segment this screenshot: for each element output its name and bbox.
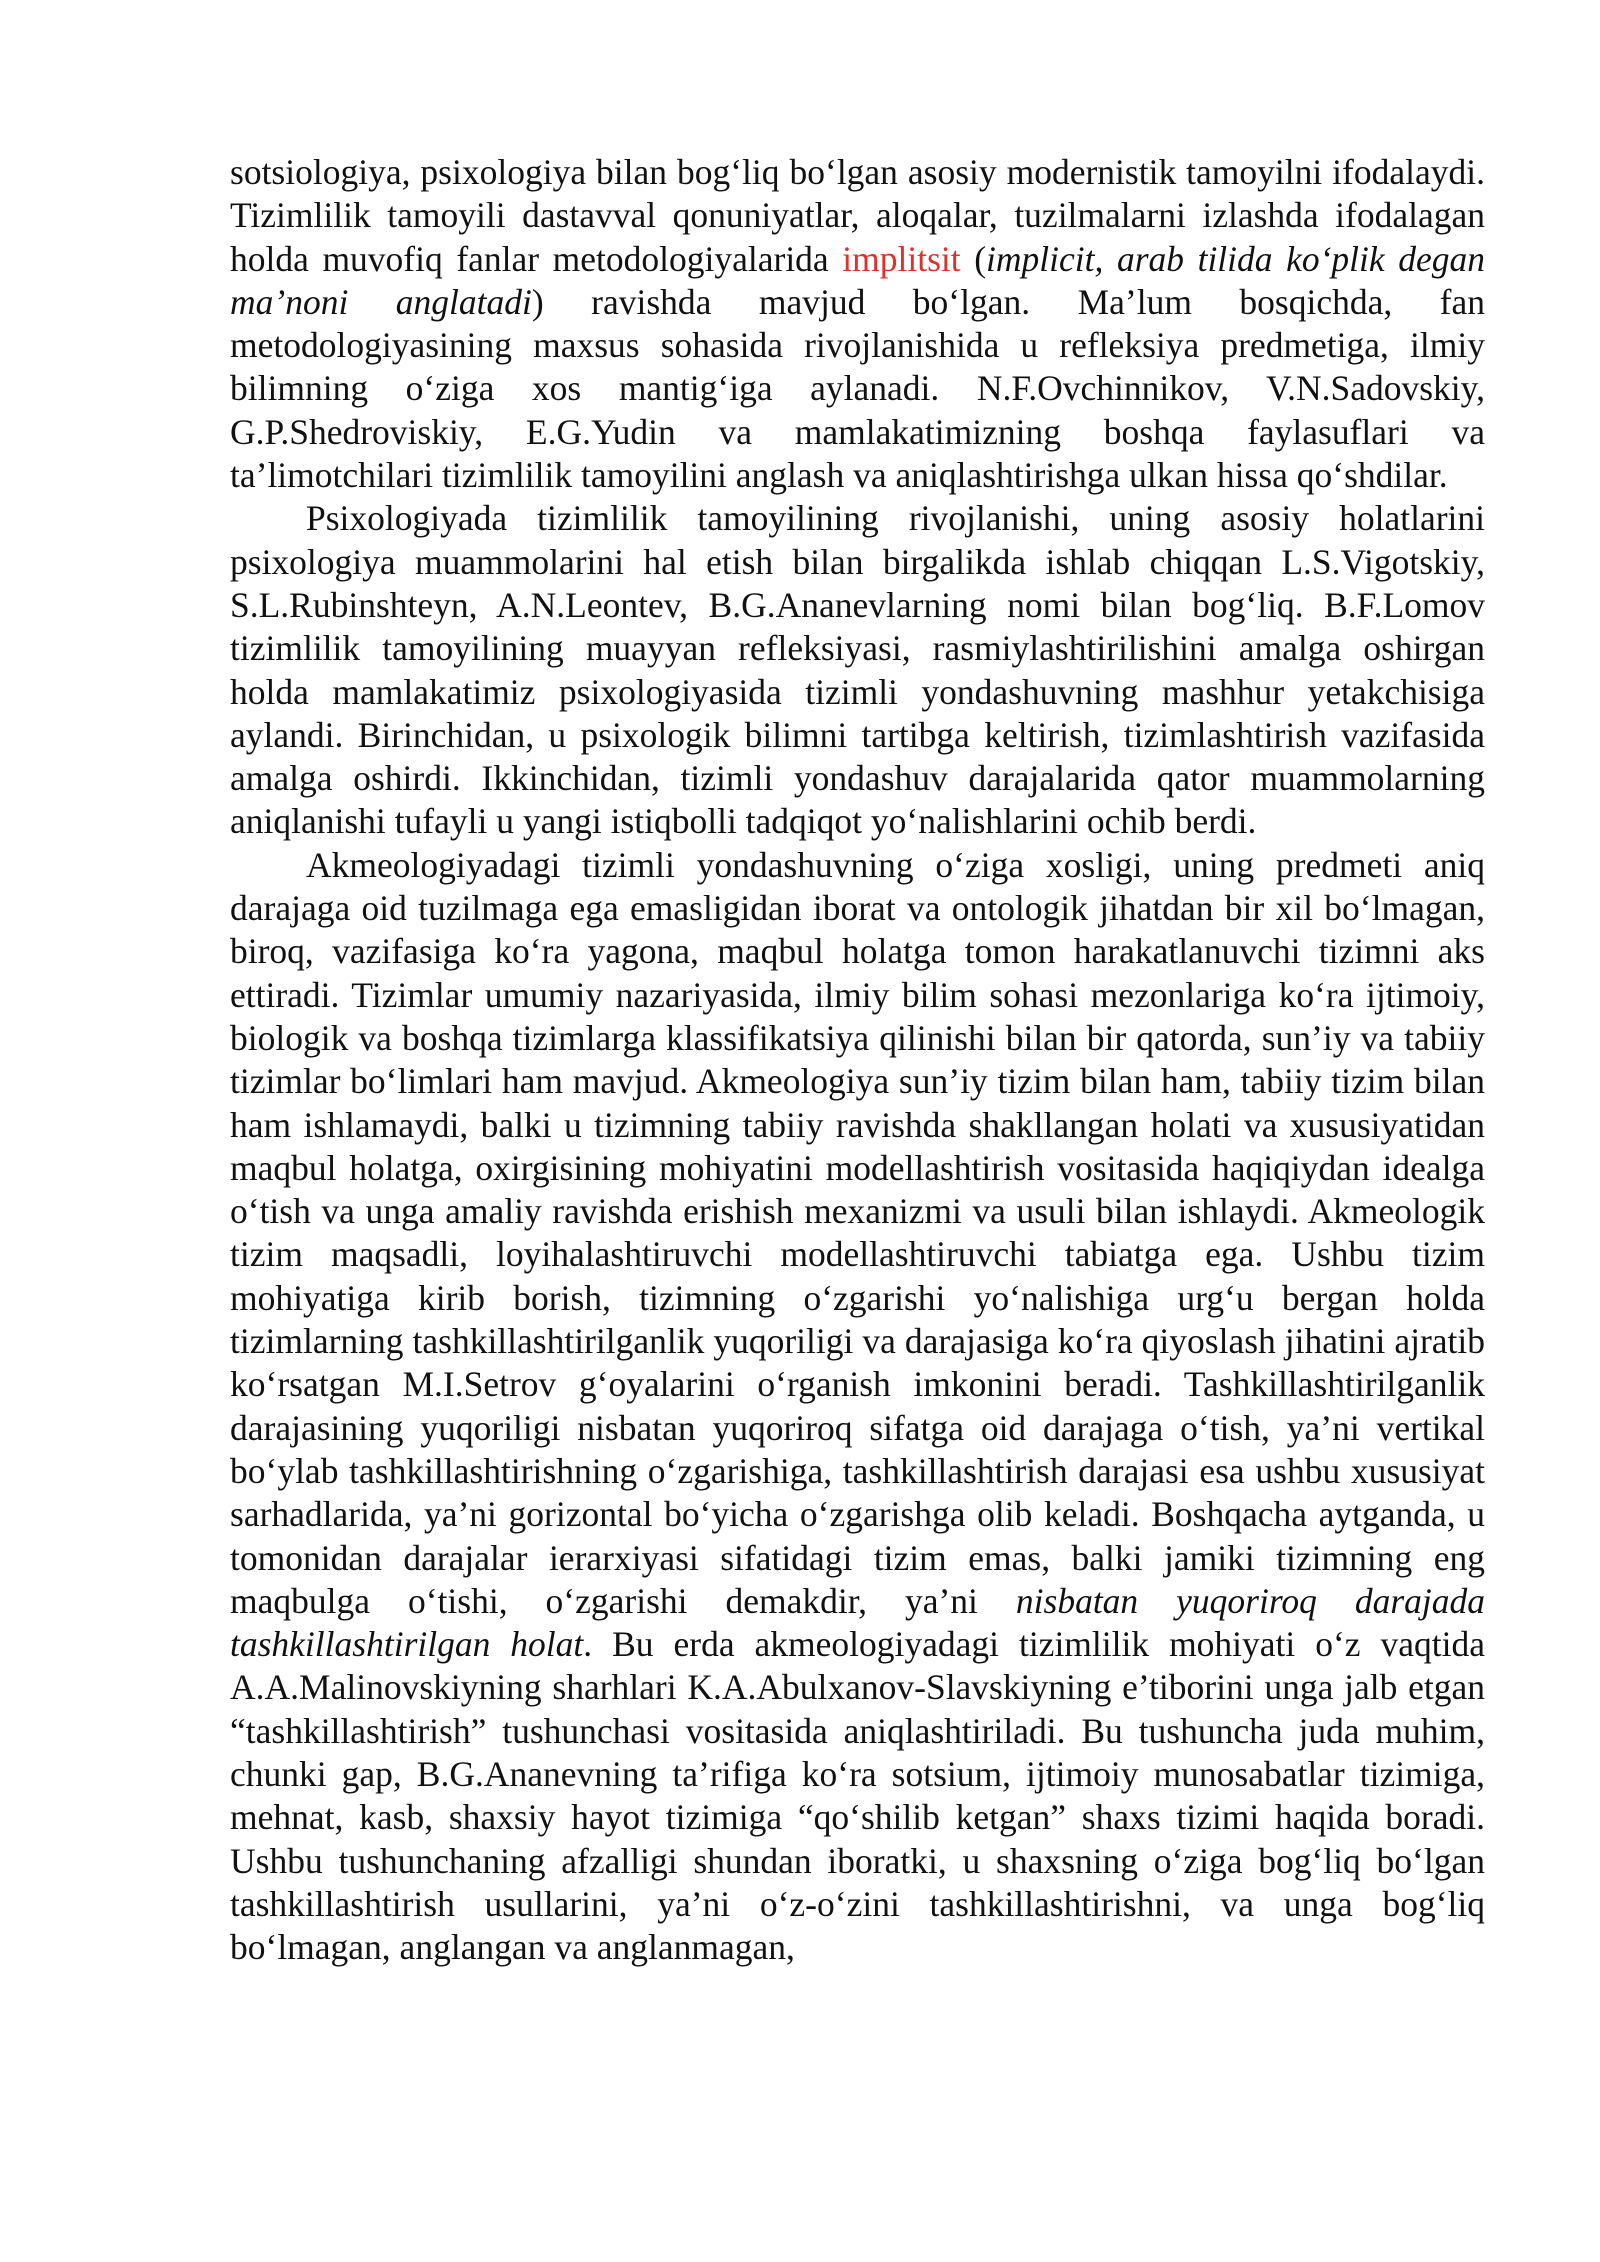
text-run: sotsiologiya, psixologiya bilan bog‘liq bo‘lgan asosiy modernistik tamoyilni ifodalaydi. Tizimlilik tamoyili dastavval qonuniyatlar, aloqalar, tuzilmalarni izlashda ifodalagan holda muvofiq fanlar metodologiyalarida [230,152,1485,279]
highlighted-term: implitsit [842,238,961,279]
text-run: ( [960,238,987,279]
paragraph [230,151,1485,497]
text-run: . Bu erda akmeologiyadagi tizimlilik mohiyati o‘z vaqtida A.A.Malinovskiyning sharhlari K.A.Abulxanov-Slavskiyning e’tiborini unga jalb etgan “tashkillashtirish” tushunchasi vositasida aniqlashtiriladi. Bu tushuncha juda muhim, chunki gap, B.G.Ananevning ta’rifiga ko‘ra sotsium, ijtimoiy munosabatlar tizimiga, mehnat, kasb, shaxsiy hayot tizimiga “qo‘shilib ketgan” shaxs tizimi haqida boradi. Ushbu tushunchaning afzalligi shundan iboratki, u shaxsning o‘ziga bog‘liq bo‘lgan tashkillashtirish usullarini, ya’ni o‘z-o‘zini tashkillashtirishni, va unga bog‘liq bo‘lmagan, anglangan va anglanmagan, [230,1624,1485,1968]
italic-note: implicit, arab tilida ko‘plik degan ma’noni anglatadi [230,238,1485,322]
italic-phrase: nisbatan yuqoriroq darajada tashkillashtirilgan holat [230,1580,1485,1665]
document-page [230,151,1485,1969]
paragraph [230,844,1485,1970]
text-run: Psixologiyada tizimlilik tamoyilining rivojlanishi, uning asosiy holatlarini psixologiya muammolarini hal etish bilan birgalikda ishlab chiqqan L.S.Vigotskiy, S.L.Rubinshteyn, A.N.Leontev, B.G.Ananevlarning nomi bilan bog‘liq. B.F.Lomov tizimlilik tamoyilining muayyan refleksiyasi, rasmiylashtirilishini amalga oshirgan holda mamlakatimiz psixologiyasida tizimli yondashuvning mashhur yetakchisiga aylandi. Birinchidan, u psixologik bilimni tartibga keltirish, tizimlashtirish vazifasida amalga oshirdi. Ikkinchidan, tizimli yondashuv darajalarida qator muammolarning aniqlanishi tufayli u yangi istiqbolli tadqiqot yo‘nalishlarini ochib berdi. [230,498,1485,842]
paragraph [230,497,1485,843]
text-run: Akmeologiyadagi tizimli yondashuvning o‘ziga xosligi, uning predmeti aniq darajaga oid tuzilmaga ega emasligidan iborat va ontologik jihatdan bir xil bo‘lmagan, biroq, vazifasiga ko‘ra yagona, maqbul holatga tomon harakatlanuvchi tizimni aks ettiradi. Tizimlar umumiy nazariyasida, ilmiy bilim sohasi mezonlariga ko‘ra ijtimoiy, biologik va boshqa tizimlarga klassifikatsiya qilinishi bilan bir qatorda, sun’iy va tabiiy tizimlar bo‘limlari ham mavjud. Akmeologiya sun’iy tizim bilan ham, tabiiy tizim bilan ham ishlamaydi, balki u tizimning tabiiy ravishda shakllangan holati va xususiyatidan maqbul holatga, oxirgisining mohiyatini modellashtirish vositasida haqiqiydan idealga o‘tish va unga amaliy ravishda erishish mexanizmi va usuli bilan ishlaydi. Akmeologik tizim maqsadli, loyihalashtiruvchi modellashtiruvchi tabiatga ega. Ushbu tizim mohiyatiga kirib borish, tizimning o‘zgarishi yo‘nalishiga urg‘u bergan holda tizimlarning tashkillashtirilganlik yuqoriligi va darajasiga ko‘ra qiyoslash jihatini ajratib ko‘rsatgan M.I.Setrov g‘oyalarini o‘rganish imkonini beradi. Tashkillashtirilganlik darajasining yuqoriligi nisbatan yuqoriroq sifatga oid darajaga o‘tish, ya’ni vertikal bo‘ylab tashkillashtirishning o‘zgarishiga, tashkillashtirish darajasi esa ushbu xususiyat sarhadlarida, ya’ni gorizontal bo‘yicha o‘zgarishga olib keladi. Boshqacha aytganda, u tomonidan darajalar ierarxiyasi sifatidagi tizim emas, balki jamiki tizimning eng maqbulga o‘tishi, o‘zgarishi demakdir, ya’ni [230,844,1485,1621]
text-run: ) ravishda mavjud bo‘lgan. Ma’lum bosqichda, fan metodologiyasining maxsus sohasida rivojlanishida u refleksiya predmetiga, ilmiy bilimning o‘ziga xos mantig‘iga aylanadi. N.F.Ovchinnikov, V.N.Sadovskiy, G.P.Shedroviskiy, E.G.Yudin va mamlakatimizning boshqa faylasuflari va ta’limotchilari tizimlilik tamoyilini anglash va aniqlashtirishga ulkan hissa qo‘shdilar. [230,281,1485,496]
